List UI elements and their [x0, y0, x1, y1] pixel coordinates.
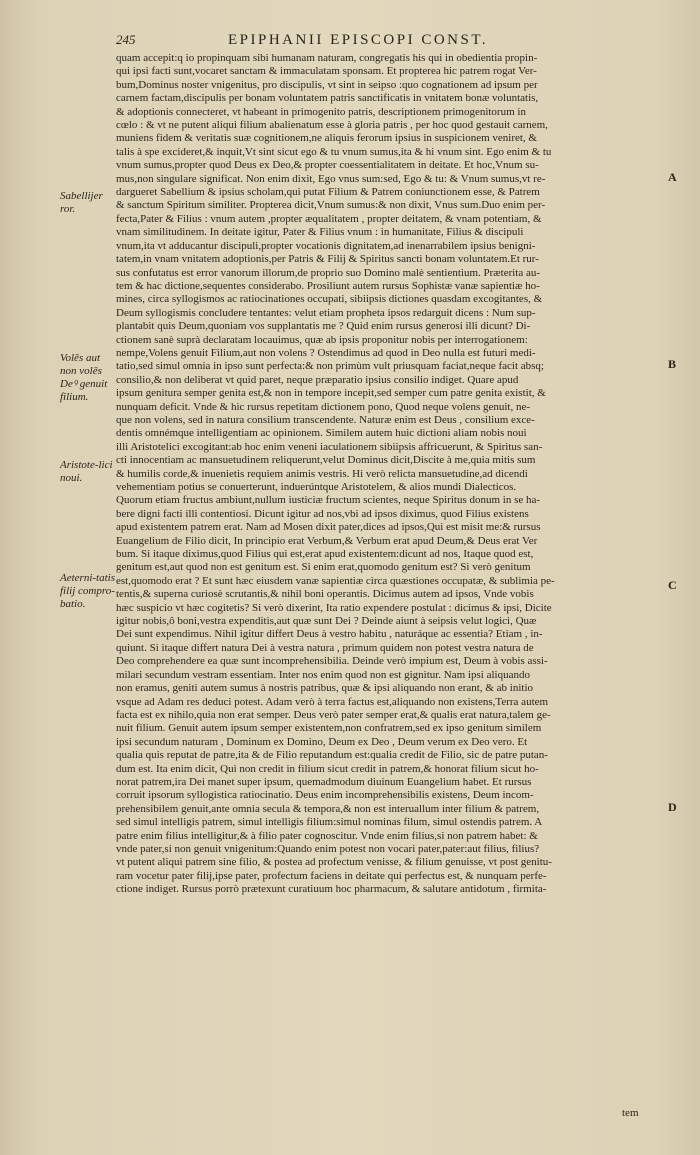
text-line: quam accepit:q io propinquam sibi humanam naturam, congregatis his qui in obedientia propin-	[116, 52, 538, 64]
text-line: prehensibilem genuit,ante omnia secula & tempora,& non est interuallum inter filium & patrem,	[116, 802, 540, 815]
text-line: norat patrem,ira Dei manet super ipsum, quemadmodum diuinum Euangelium habet. Et rursus	[116, 775, 532, 788]
text-line: vnam similitudinem. In deitate igitur, Pater & Filius vnum : in humanitate, Filius & discipuli	[116, 226, 524, 239]
section-letter: D	[668, 800, 677, 814]
text-line: bum. Si itaque diximus,quod Filius qui est,erat apud existentem:dicunt ad nos, Itaque quod est,	[116, 548, 534, 561]
text-line: talis à spe excideret,& inquit,Vt sint sicut ego & tu vnum sumus,ita & hi vnum sint. Ego enim & tu	[116, 145, 552, 158]
text-line: & adoptionis connecteret, vt habeant in primogenito patris, descriptionem primogenitorum in	[116, 105, 526, 118]
text-line: quiunt. Si itaque differt natura Dei à vestra natura , primum quidem non potest vestra natura de	[116, 641, 534, 654]
running-head	[116, 32, 636, 50]
text-line: cœlo : & vt ne putent aliqui filium abalienatum esse à gloria patris , per hoc quod gestauit carnem,	[116, 119, 548, 132]
text-line: dargueret Sabellium & ipsius scholam,qui putat Filium & Patrem coniunctionem esse, & Patrem	[116, 186, 540, 199]
margin-notes	[0, 0, 116, 1155]
main-text	[116, 52, 656, 897]
text-line: vnum,ita vt adducantur discipuli,propter vocationis dignitatem,ad inenarrabilem ipsius benigni-	[116, 239, 536, 252]
margin-note: Sabellijer ror.	[60, 190, 103, 215]
text-line: Dei sunt expendimus. Nihil igitur differt Deus à vestro habitu , naturáque ac essentia? Etiam , in-	[116, 628, 543, 641]
text-line: qui ipsi facti sunt,vocaret sanctam & immaculatam sponsam. Et propterea hic patrem rogat Ver-	[116, 65, 537, 78]
text-line: sus confutatus est error vanorum illorum,de proprio suo Domino malè sentientium. Præterita au-	[116, 266, 541, 279]
text-line: igitur nobis,ô boni,vestra expenditis,aut quæ sunt Dei ? Deinde aiunt à seipsis velut logici, Quæ	[116, 615, 537, 628]
text-line: bum,Dominus noster vnigenitus, pro discipulis, vt sint in seipso :quo cognationem ad ipsum per	[116, 78, 538, 91]
text-line: mines, circa syllogismos ac ratiocinationes occupati, sibiipsis dictiones quasdam excogitantes, &	[116, 293, 543, 306]
text-line: genitum est,aut quod non est genitum est. Si enim erat,quomodo genitum est? Si verò genitum	[116, 561, 531, 574]
running-title: EPIPHANII EPISCOPI CONST.	[228, 32, 489, 48]
text-line: illi Aristotelici excogitant:ab hoc enim veneni iaculationem sibiipsis affricuerunt, & Spiritus san-	[116, 440, 543, 453]
text-line: Quorum etiam fructus ambiunt,nullum iusticiæ fructum scientes, neque Spiritus donum in se ha-	[116, 494, 541, 507]
text-line: bere digni facti illi contentiosi. Dicunt igitur ad nos,vbi ad ipsos diximus, quod Filius existens	[116, 507, 529, 520]
text-line: corruit ipsorum syllogistica ratiocinatio. Deus enim incomprehensibilis existens, Deum incom-	[116, 789, 534, 802]
text-line: fecta,Pater & Filius : vnum autem ,propter æqualitatem , propter deitatem, & vnam potentiam, &	[116, 212, 542, 225]
text-line: nunquam deficit. Vnde & hic rursus repetitam dictionem pono, Quod neque volens genuit, ne-	[116, 400, 531, 413]
text-line: nempe,Volens genuit Filium,aut non volens ? Ostendimus ad quod in Deo nulla est futuri medi-	[116, 346, 536, 359]
text-line: tatio,sed simul omnia in ipso sunt perfecta:& non primùm vult priusquam faciat,neque facit absq;	[116, 360, 544, 373]
text-line: consilio,& non deliberat vt quid paret, neque præparatio ipsius consilio indiget. Quare apud	[116, 373, 519, 386]
text-line: que non volens, sed in natura consilium transcendente. Naturæ enim est Deus , consilium exce-	[116, 413, 535, 426]
text-line: vsque ad Adam res deduci potest. Adam verò à terra factus est,aliquando non existens,Terra autem	[116, 695, 549, 708]
text-line: vnum sumus,propter quod Deus ex Deo,& propter coessentialitatem in deitate. Et hoc,Vnum su-	[116, 159, 539, 172]
text-line: qualia quis reputat de patre,ita & de Filio reputandum est:qualia credit de Filio, sic de patre putan-	[116, 749, 548, 762]
text-line: patre enim filius intelligitur,& à filio pater cognoscitur. Vnde enim filius,si non patrem habet: &	[116, 829, 538, 842]
text-line: est,quomodo erat ? Et sunt hæc eiusdem vanæ sapientiæ circa quæstiones occupatæ, & sublimia pe-	[116, 574, 555, 587]
text-line: ctionem sanè suprà declaratam locauimus, quæ ab ipsis proponitur nobis per interrogationem:	[116, 333, 528, 346]
text-line: sed simul intelligis patrem, simul intelligis filium:simul nominas filum, simul ostendis patrem. A	[116, 816, 543, 829]
text-line: tem & hac dictione,sequentes considerabo. Prosiliunt autem rursus Sophistæ vanæ sapientiæ ho-	[116, 279, 540, 292]
text-line: tentis,& superna curiosè scrutantis,& nihil boni operantis. Dicimus autem ad ipsos, Vnde vobis	[116, 588, 534, 601]
text-line: Deum syllogismis concludere tentantes: velut etiam propheta ipsos redarguit dicens : Num sup-	[116, 306, 536, 319]
page-number: 245	[116, 32, 136, 47]
catchword: tem	[622, 1107, 639, 1119]
text-line: facta est ex nihilo,quia non erat semper. Deus verò pater semper erat,& qualis erat natura,talem ge-	[116, 708, 551, 721]
text-line: & humilis corde,& inuenietis requiem animis vestris. Hi verò relicta mansuetudine,ad dicendi	[116, 467, 528, 480]
margin-note: Volēs aut non volēs Deꝰ genuit filium.	[60, 352, 108, 403]
text-line: vehementiam potius se conuerterunt, induerúntque Aristotelem, & alios mundi Dialecticos.	[116, 481, 517, 493]
section-letter: B	[668, 357, 677, 371]
text-line: tatem,in vnam vnitatem adoptionis,per Patris & Filij & Spiritus sancti bonam voluntatem.Et rur-	[116, 253, 539, 266]
text-line: vt putent aliqui patrem sine filio, & postea ad profectum venisse, & filium genuisse, vt post genitu-	[116, 856, 552, 869]
text-line: mus,non singulare significat. Non enim dixit, Ego vnus sum:sed, Ego & tu: & Vnum sumus,vt re-	[116, 172, 546, 185]
margin-note: Aristote-lici noui.	[60, 459, 113, 484]
text-line: non eramus, geniti autem sumus à nostris patribus, quæ & ipsi aliquando non erant, & ab initio	[116, 682, 534, 695]
text-line: vnde pater,si non genuit vnigenitum:Quando enim potest non vocari pater,pater:aut filius, filius?	[116, 842, 540, 855]
text-line: nuit filium. Genuit autem ipsum semper existentem,non confratrem,sed ex ipso genitum similem	[116, 722, 542, 735]
text-line: Euangelium de Filio dicit, In principio erat Verbum,& Verbum erat apud Deum,& Deus erat Ver	[116, 534, 538, 547]
section-letter: A	[668, 170, 677, 184]
text-line: ipsum genitura semper genita est,& non in tempore incepit,sed semper cum patre genita existit, &	[116, 387, 546, 400]
text-line: apud existentem patrem erat. Nam ad Mosen dixit pater,dices ad ipsos,Qui est misit me:& rursus	[116, 521, 541, 534]
text-line: & sanctum Spiritum similiter. Propterea dicit,Vnum sumus:& non dixit, Vnus sum.Duo enim per-	[116, 199, 546, 212]
text-line: cti innocentiam ac mansuetudinem reliquerunt,velut Dominus dicit,Discite à me,quia mitis sum	[116, 454, 536, 467]
text-line: carnem factam,discipulis per bonam voluntatem patris sanctificatis in vnitatem bonæ voluntatis,	[116, 92, 539, 105]
margin-note: Aeterni-tatis filij compro-batio.	[60, 572, 115, 610]
text-line: milari secundum vestram essentiam. Inter nos enim quod non est gignitur. Nam ipsi aliquando	[116, 668, 530, 681]
text-line: ram vocetur pater filij,ipse pater, profectum faciens in deitate qui perfectus est, & nunquam perfe-	[116, 869, 547, 882]
text-line: dentis omnémque intelligentiam ac opinionem. Similem autem huic dictioni aliam nobis noui	[116, 427, 527, 440]
text-line: ctione indiget. Rursus porrò prætexunt curatiuum hoc pharmacum, & salutare antidotum , firmita-	[116, 883, 547, 896]
text-line: plantabit quis Deum,quoniam vos supplantatis me ? Quid enim rursus generosi illi dicunt? Di-	[116, 320, 531, 333]
text-line: muniens fidem & veritatis suæ cognitionem,ne aliquis ferorum ipsius in suspicionem veniret, &	[116, 132, 537, 145]
text-line: Deo comprehendere ea quæ sunt incomprehensibilia. Deinde verò impium est, Deum à vobis assi-	[116, 655, 548, 668]
text-line: dum est. Ita enim dicit, Qui non credit in filium sicut credit in patrem,& honorat filium sicut ho-	[116, 762, 539, 775]
section-letter: C	[668, 578, 677, 592]
text-line: hæc suspicio vt hæc cogitetis? Si verò dixerint, Ita ratio expendere postulat : dicimus & ipsi, Dicite	[116, 601, 552, 614]
text-line: ipsi secundum naturam , Dominum ex Domino, Deum ex Deo , Deum verum ex Deo vero. Et	[116, 735, 528, 748]
